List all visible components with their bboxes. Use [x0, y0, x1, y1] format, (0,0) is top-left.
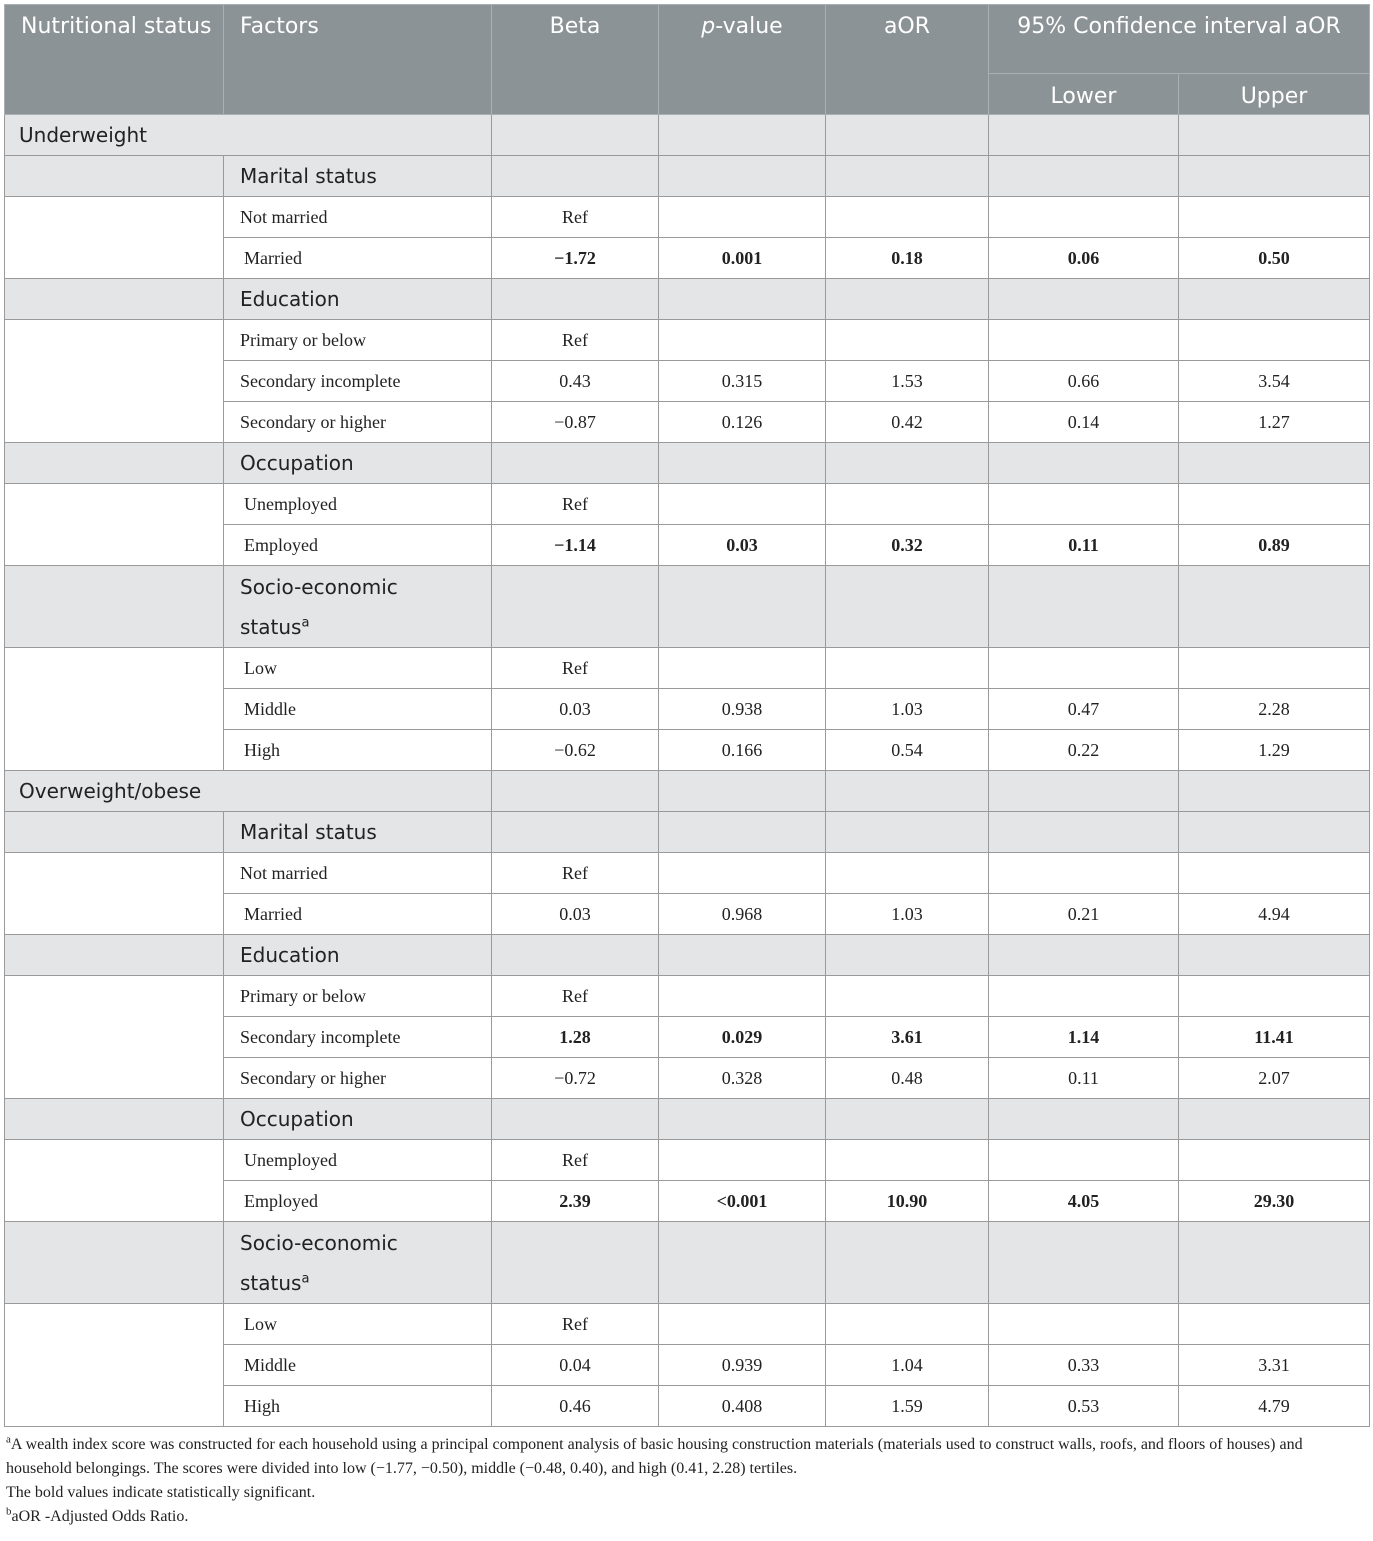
aor-cell: 0.42 — [826, 402, 989, 443]
p-cell — [659, 648, 826, 689]
lower-cell: 0.21 — [989, 894, 1179, 935]
lower-cell — [989, 648, 1179, 689]
p-cell: 0.126 — [659, 402, 826, 443]
section-row-underweight — [5, 115, 1370, 156]
header-upper: Upper — [1179, 74, 1370, 115]
beta-cell: 0.43 — [492, 361, 659, 402]
p-cell — [659, 484, 826, 525]
p-cell — [659, 197, 826, 238]
upper-cell: 0.50 — [1179, 238, 1370, 279]
lower-cell — [989, 976, 1179, 1017]
lower-cell: 0.11 — [989, 525, 1179, 566]
p-cell: 0.328 — [659, 1058, 826, 1099]
aor-cell: 0.48 — [826, 1058, 989, 1099]
lower-cell — [989, 853, 1179, 894]
factor-cell: High — [224, 730, 492, 771]
factor-cell: Middle — [224, 689, 492, 730]
ses-label-line2: status — [240, 614, 302, 639]
p-cell — [659, 853, 826, 894]
lower-cell — [989, 484, 1179, 525]
lower-cell: 0.06 — [989, 238, 1179, 279]
factor-cell: Secondary or higher — [224, 1058, 492, 1099]
factor-cell: Low — [224, 1304, 492, 1345]
aor-cell — [826, 197, 989, 238]
footnote-marker: a — [301, 614, 310, 630]
header-p-rest: -value — [715, 14, 783, 39]
lower-cell: 1.14 — [989, 1017, 1179, 1058]
table-header — [5, 5, 1370, 115]
ses-label-line1: Socio-economic — [240, 574, 398, 599]
p-cell: 0.968 — [659, 894, 826, 935]
table-row — [5, 484, 1370, 525]
header-aor: aOR — [826, 5, 989, 115]
lower-cell: 4.05 — [989, 1181, 1179, 1222]
factor-cell: Married — [224, 238, 492, 279]
factor-cell: Not married — [224, 853, 492, 894]
factor-cell: Not married — [224, 197, 492, 238]
category-row — [5, 1222, 1370, 1304]
aor-cell — [826, 484, 989, 525]
ses-label-line2: status — [240, 1270, 302, 1295]
upper-cell — [1179, 976, 1370, 1017]
beta-cell: Ref — [492, 320, 659, 361]
p-cell: <0.001 — [659, 1181, 826, 1222]
p-cell: 0.166 — [659, 730, 826, 771]
lower-cell: 0.47 — [989, 689, 1179, 730]
beta-cell: 0.03 — [492, 894, 659, 935]
footnote-bold: The bold values indicate statistically significant. — [6, 1484, 316, 1501]
category-label: Occupation — [224, 443, 492, 484]
factor-cell: Unemployed — [224, 484, 492, 525]
p-cell: 0.029 — [659, 1017, 826, 1058]
category-label: Occupation — [224, 1099, 492, 1140]
footnote-a-text: A wealth index score was constructed for each household using a principal component analysis of basic housing construction materials (materials used to construct walls, roofs, and floors of houses) and household belongings. The scores were divided into low (−1.77, −0.50), middle (−0.48, 0.40), and high (0.41, 2.28) tertiles. — [6, 1436, 1303, 1477]
table-row — [5, 320, 1370, 361]
aor-cell: 1.04 — [826, 1345, 989, 1386]
aor-cell: 1.59 — [826, 1386, 989, 1427]
lower-cell: 0.66 — [989, 361, 1179, 402]
table-row — [5, 976, 1370, 1017]
category-label: Education — [224, 279, 492, 320]
aor-cell — [826, 1304, 989, 1345]
upper-cell — [1179, 197, 1370, 238]
p-cell — [659, 1304, 826, 1345]
ses-label-line1: Socio-economic — [240, 1230, 398, 1255]
upper-cell: 0.89 — [1179, 525, 1370, 566]
header-confidence-interval: 95% Confidence interval aOR — [989, 5, 1370, 74]
header-p-italic: p — [701, 14, 716, 39]
lower-cell — [989, 1304, 1179, 1345]
footnote-a — [6, 1433, 1371, 1481]
beta-cell: −1.14 — [492, 525, 659, 566]
factor-cell: Primary or below — [224, 976, 492, 1017]
factor-cell: Middle — [224, 1345, 492, 1386]
category-label: Marital status — [224, 156, 492, 197]
factor-cell: Unemployed — [224, 1140, 492, 1181]
factor-cell: Employed — [224, 1181, 492, 1222]
upper-cell — [1179, 853, 1370, 894]
lower-cell — [989, 1140, 1179, 1181]
section-label: Underweight — [5, 115, 492, 156]
p-cell: 0.315 — [659, 361, 826, 402]
factor-cell: Employed — [224, 525, 492, 566]
upper-cell: 2.07 — [1179, 1058, 1370, 1099]
aor-cell — [826, 853, 989, 894]
lower-cell: 0.53 — [989, 1386, 1179, 1427]
p-cell: 0.001 — [659, 238, 826, 279]
aor-cell: 10.90 — [826, 1181, 989, 1222]
aor-cell — [826, 1140, 989, 1181]
factor-cell: Secondary incomplete — [224, 1017, 492, 1058]
factor-cell: Low — [224, 648, 492, 689]
footnote-a-marker: a — [6, 1433, 11, 1446]
beta-cell: −0.72 — [492, 1058, 659, 1099]
beta-cell: Ref — [492, 197, 659, 238]
factor-cell: Secondary or higher — [224, 402, 492, 443]
beta-cell: Ref — [492, 1140, 659, 1181]
aor-cell — [826, 648, 989, 689]
category-row — [5, 566, 1370, 648]
aor-cell: 0.32 — [826, 525, 989, 566]
beta-cell: Ref — [492, 976, 659, 1017]
header-nutritional-status: Nutritional status — [5, 5, 224, 115]
table-container — [4, 4, 1369, 1529]
lower-cell: 0.22 — [989, 730, 1179, 771]
table-row — [5, 197, 1370, 238]
category-row — [5, 156, 1370, 197]
category-row — [5, 279, 1370, 320]
beta-cell: 0.04 — [492, 1345, 659, 1386]
beta-cell: 0.03 — [492, 689, 659, 730]
table-row — [5, 648, 1370, 689]
p-cell: 0.938 — [659, 689, 826, 730]
p-cell: 0.03 — [659, 525, 826, 566]
header-beta: Beta — [492, 5, 659, 115]
aor-cell: 3.61 — [826, 1017, 989, 1058]
beta-cell: 2.39 — [492, 1181, 659, 1222]
header-p-value — [659, 5, 826, 115]
aor-cell: 1.53 — [826, 361, 989, 402]
table-footnotes — [4, 1427, 1371, 1529]
aor-cell: 0.18 — [826, 238, 989, 279]
beta-cell: Ref — [492, 1304, 659, 1345]
beta-cell: −1.72 — [492, 238, 659, 279]
beta-cell: Ref — [492, 648, 659, 689]
category-label — [224, 1222, 492, 1304]
beta-cell: −0.62 — [492, 730, 659, 771]
category-row — [5, 812, 1370, 853]
footnote-b-marker: b — [6, 1505, 12, 1518]
lower-cell — [989, 197, 1179, 238]
beta-cell: −0.87 — [492, 402, 659, 443]
beta-cell: Ref — [492, 484, 659, 525]
upper-cell: 1.27 — [1179, 402, 1370, 443]
upper-cell: 11.41 — [1179, 1017, 1370, 1058]
p-cell: 0.939 — [659, 1345, 826, 1386]
aor-cell — [826, 976, 989, 1017]
aor-cell: 0.54 — [826, 730, 989, 771]
upper-cell — [1179, 484, 1370, 525]
section-label: Overweight/obese — [5, 771, 492, 812]
table-body — [5, 115, 1370, 1427]
header-lower: Lower — [989, 74, 1179, 115]
section-row-overweight — [5, 771, 1370, 812]
category-label: Education — [224, 935, 492, 976]
beta-cell: 0.46 — [492, 1386, 659, 1427]
table-row — [5, 1304, 1370, 1345]
upper-cell — [1179, 648, 1370, 689]
upper-cell: 4.79 — [1179, 1386, 1370, 1427]
upper-cell: 1.29 — [1179, 730, 1370, 771]
upper-cell: 4.94 — [1179, 894, 1370, 935]
beta-cell: 1.28 — [492, 1017, 659, 1058]
upper-cell: 2.28 — [1179, 689, 1370, 730]
factor-cell: Primary or below — [224, 320, 492, 361]
header-factors: Factors — [224, 5, 492, 115]
p-cell: 0.408 — [659, 1386, 826, 1427]
upper-cell — [1179, 1140, 1370, 1181]
lower-cell: 0.33 — [989, 1345, 1179, 1386]
factor-cell: High — [224, 1386, 492, 1427]
aor-cell: 1.03 — [826, 689, 989, 730]
upper-cell: 3.31 — [1179, 1345, 1370, 1386]
category-row — [5, 443, 1370, 484]
footnote-b-text: aOR -Adjusted Odds Ratio. — [11, 1508, 189, 1525]
table-row — [5, 1140, 1370, 1181]
beta-cell: Ref — [492, 853, 659, 894]
lower-cell — [989, 320, 1179, 361]
category-row — [5, 935, 1370, 976]
aor-cell: 1.03 — [826, 894, 989, 935]
table-row — [5, 853, 1370, 894]
factor-cell: Secondary incomplete — [224, 361, 492, 402]
category-row — [5, 1099, 1370, 1140]
lower-cell: 0.14 — [989, 402, 1179, 443]
upper-cell: 3.54 — [1179, 361, 1370, 402]
upper-cell — [1179, 1304, 1370, 1345]
footnote-marker: a — [301, 1270, 310, 1286]
lower-cell: 0.11 — [989, 1058, 1179, 1099]
upper-cell: 29.30 — [1179, 1181, 1370, 1222]
p-cell — [659, 976, 826, 1017]
factor-cell: Married — [224, 894, 492, 935]
aor-cell — [826, 320, 989, 361]
upper-cell — [1179, 320, 1370, 361]
p-cell — [659, 320, 826, 361]
p-cell — [659, 1140, 826, 1181]
footnote-b — [6, 1505, 1371, 1529]
category-label — [224, 566, 492, 648]
category-label: Marital status — [224, 812, 492, 853]
regression-table — [4, 4, 1370, 1427]
